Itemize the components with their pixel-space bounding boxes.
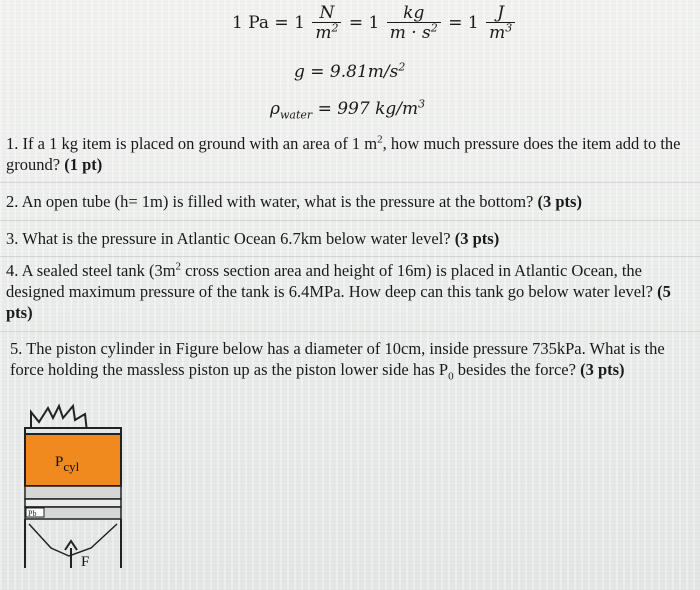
piston-cylinder-figure xyxy=(15,398,155,588)
question-1: 1. If a 1 kg item is placed on ground with an area of 1 $m^2$, how much pressure does the item add to the ground? (1 pt) xyxy=(6,133,681,174)
divider xyxy=(0,331,700,332)
divider xyxy=(0,220,700,221)
water-density-formula: $\rho_{water} = 997$ $kg/m^3$ xyxy=(270,97,426,122)
question-5: 5. The piston cylinder in Figure below has a diameter of 10cm, inside pressure 735kPa. What is the force holding the massless piston up as the piston lower side has $P_0$ besides the force? (3 pts) xyxy=(10,339,665,383)
question-3: 3. What is the pressure in Atlantic Ocean 6.7km below water level? (3 pts) xyxy=(6,229,500,248)
pa-eq3: = 1 xyxy=(448,13,479,33)
pa-eq2: = 1 xyxy=(348,13,380,33)
pcyl-label: Pcyl xyxy=(55,454,80,474)
pa-lhs: 1 Pa = 1 xyxy=(232,13,305,33)
force-label: F xyxy=(81,554,90,570)
fraction-j-per-m3: $\frac{J}{m^3}$ xyxy=(486,4,515,43)
gravity-formula: $g = 9.81m/s^2$ xyxy=(294,60,406,82)
force-support-lines xyxy=(29,524,117,556)
question-4: 4. A sealed steel tank ($3m^2$ cross section area and height of 16m) is placed in Atlantic Ocean, the designed maximum pressure of the tank is 6.4MPa. How deep can this tank go below water level? (5 pts) xyxy=(6,260,671,322)
pb-label: Pb xyxy=(28,509,37,518)
question-2: 2. An open tube (h= 1m) is filled with water, what is the pressure at the bottom? (3 pts) xyxy=(6,192,582,211)
piston-layer-1 xyxy=(25,486,121,499)
divider xyxy=(0,256,700,257)
fraction-n-per-m2: $\frac{N}{m^2}$ xyxy=(312,4,341,43)
divider xyxy=(0,182,700,183)
pascal-definition xyxy=(232,4,517,43)
fraction-kg-per-ms2: $\frac{kg}{m \cdot s^2}$ xyxy=(387,4,441,43)
piston-layer-2 xyxy=(25,499,121,507)
